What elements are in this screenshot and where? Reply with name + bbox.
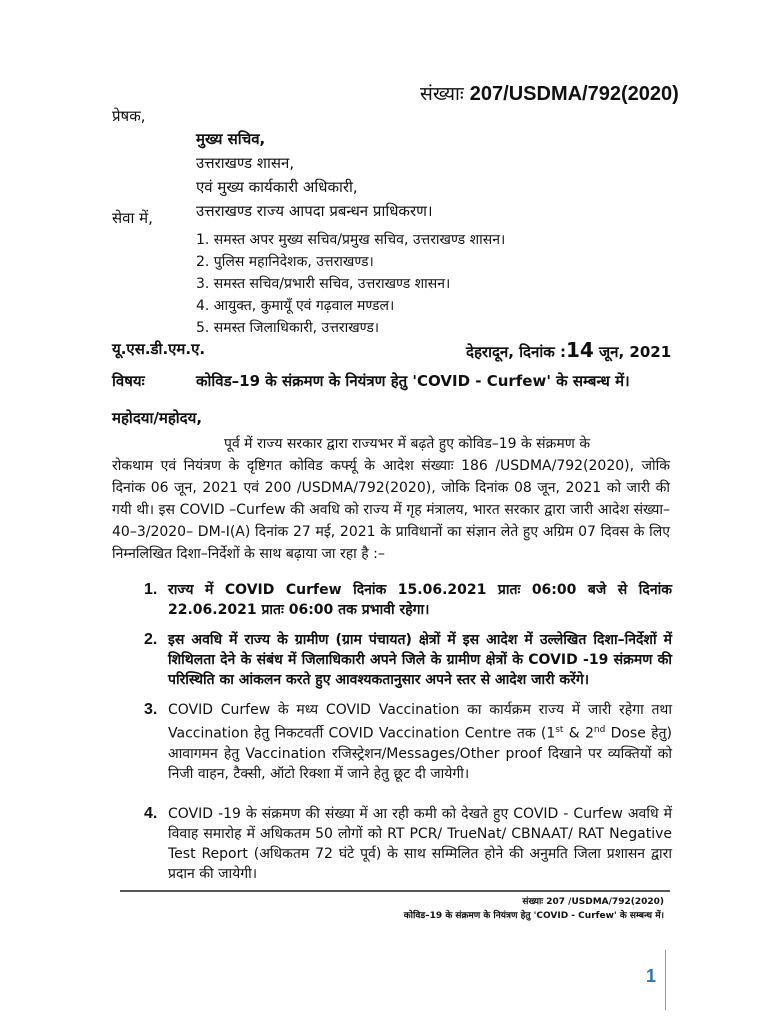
footer-reference: संख्याः 207 /USDMA/792(2020) xyxy=(522,897,664,907)
sender-line: उत्तराखण्ड राज्य आपदा प्रबन्धन प्राधिकरण। xyxy=(196,202,433,220)
place-date xyxy=(466,338,671,362)
item-text: इस अवधि में राज्य के ग्रामीण (ग्राम पंचायत) क्षेत्रों में इस आदेश में उल्लेखित दिशा–निर्देशों में शिथिलता देने के संबंध में जिलाधिकारी अपने जिले के ग्रामीण क्षेत्रों के COVID -19 संक्रमण की परिस्थिति का आंकलन करते हुए आवश्यकतानुसार अपने स्तर से आदेश जारी करेंगे। xyxy=(168,632,672,688)
list-item xyxy=(112,804,672,884)
item-number: 1. xyxy=(144,581,158,598)
recipient-item: 4. आयुक्त, कुमायूँ एवं गढ़वाल मण्डल। xyxy=(196,298,395,314)
reference-value: 207/USDMA/792(2020) xyxy=(469,83,679,105)
salutation: महोदया/महोदय, xyxy=(112,409,203,427)
list-item xyxy=(112,700,672,784)
page-number-divider xyxy=(665,950,666,1010)
recipient-item: 3. समस्त सचिव/प्रभारी सचिव, उत्तराखण्ड शासन। xyxy=(196,276,451,292)
item-number: 4. xyxy=(144,804,158,822)
sender-line: एवं मुख्य कार्यकारी अधिकारी, xyxy=(196,178,358,196)
directives-list xyxy=(112,580,672,884)
list-item xyxy=(112,580,672,620)
reference-number xyxy=(420,80,679,106)
body-paragraph xyxy=(112,433,670,565)
item-text: Dose हेतु) आवागमन हेतु Vaccination रजिस्ट्रेशन/Messages/Other proof दिखाने पर व्यक्तियों को निजी वाहन, टैक्सी, ऑटो रिक्शा में जाने हेतु छूट दी जायेगी। xyxy=(168,725,672,782)
recipients-list xyxy=(196,229,505,339)
body-rest: रोकथाम एवं नियंत्रण के दृष्टिगत कोविड कर्फ्यू के आदेश संख्याः 186 /USDMA/792(2020), जोकि दिनांक 06 जून, 2021 एवं 200 /USDMA/792(2020), जोकि दिनांक 08 जून, 2021 को जारी की गयी थी। इस COVID –Curfew की अवधि को राज्य में गृह मंत्रालय, भारत सरकार द्वारा जारी आदेश संख्या–40–3/2020– DM-I(A) दिनांक 27 मई, 2021 के प्राविधानों का संज्ञान लेते हुए अग्रिम 07 दिवस के लिए निम्नलिखित दिशा–निर्देशों के साथ बढ़ाया जा रहा है :– xyxy=(112,458,670,562)
body-first-line: पूर्व में राज्य सरकार द्वारा राज्यभर में बढ़ते हुए कोविड–19 के संक्रमण के xyxy=(224,436,591,452)
recipient-item: 1. समस्त अपर मुख्य सचिव/प्रमुख सचिव, उत्तराखण्ड शासन। xyxy=(196,232,506,248)
item-text: राज्य में COVID Curfew दिनांक 15.06.2021 प्रातः 06:00 बजे से दिनांक 22.06.2021 प्रातः 06:00 तक प्रभावी रहेगा। xyxy=(168,582,672,618)
date-prefix: देहरादून, दिनांक : xyxy=(466,343,566,361)
subject-text: कोविड–19 के संक्रमण के नियंत्रण हेतु 'COVID - Curfew' के सम्बन्ध में। xyxy=(196,372,630,390)
subject-label: विषयः xyxy=(112,372,145,390)
page-number: 1 xyxy=(645,966,656,986)
ordinal-suffix: nd xyxy=(593,725,606,735)
recipient-item: 5. समस्त जिलाधिकारी, उत्तराखण्ड। xyxy=(196,320,380,336)
sender-label: प्रेषक, xyxy=(112,107,146,125)
recipient-item: 2. पुलिस महानिदेशक, उत्तराखण्ड। xyxy=(196,254,374,270)
ordinal-suffix: st xyxy=(555,725,564,735)
sender-line: मुख्य सचिव, xyxy=(196,130,266,148)
date-month: जून, xyxy=(593,343,630,361)
recipients-label: सेवा में, xyxy=(112,209,153,227)
footer-subject: कोविड–19 के संक्रमण के नियंत्रण हेतु 'COVID - Curfew' के सम्बन्ध में। xyxy=(403,911,664,921)
item-text: & 2 xyxy=(563,725,594,742)
list-item xyxy=(112,630,672,690)
reference-label: संख्याः xyxy=(420,83,464,105)
item-text: COVID -19 के संक्रमण की संख्या में आ रही कमी को देखते हुए COVID - Curfew अवधि में विवाह समारोह में अधिकतम 50 लोगों को RT PCR/ TrueNat/ CBNAAT/ RAT Negative Test Report (अधिकतम 72 घंटे पूर्व) के साथ सम्मिलित होने की अनुमति जिला प्रशासन द्वारा प्रदान की जायेगी। xyxy=(168,805,672,882)
footer-divider xyxy=(120,890,670,892)
item-number: 3. xyxy=(144,701,158,718)
sender-line: उत्तराखण्ड शासन, xyxy=(196,154,295,172)
sender-block xyxy=(196,127,433,223)
organisation: यू.एस.डी.एम.ए. xyxy=(112,340,206,358)
item-number: 2. xyxy=(144,631,158,648)
item-text: COVID Curfew के मध्य COVID Vaccination का कार्यक्रम राज्य में जारी रहेगा तथा Vaccination हेतु निकटवर्ती COVID Vaccination Centre तक (1 xyxy=(168,702,672,742)
date-year: 2021 xyxy=(629,343,672,361)
date-day: 14 xyxy=(565,338,594,362)
